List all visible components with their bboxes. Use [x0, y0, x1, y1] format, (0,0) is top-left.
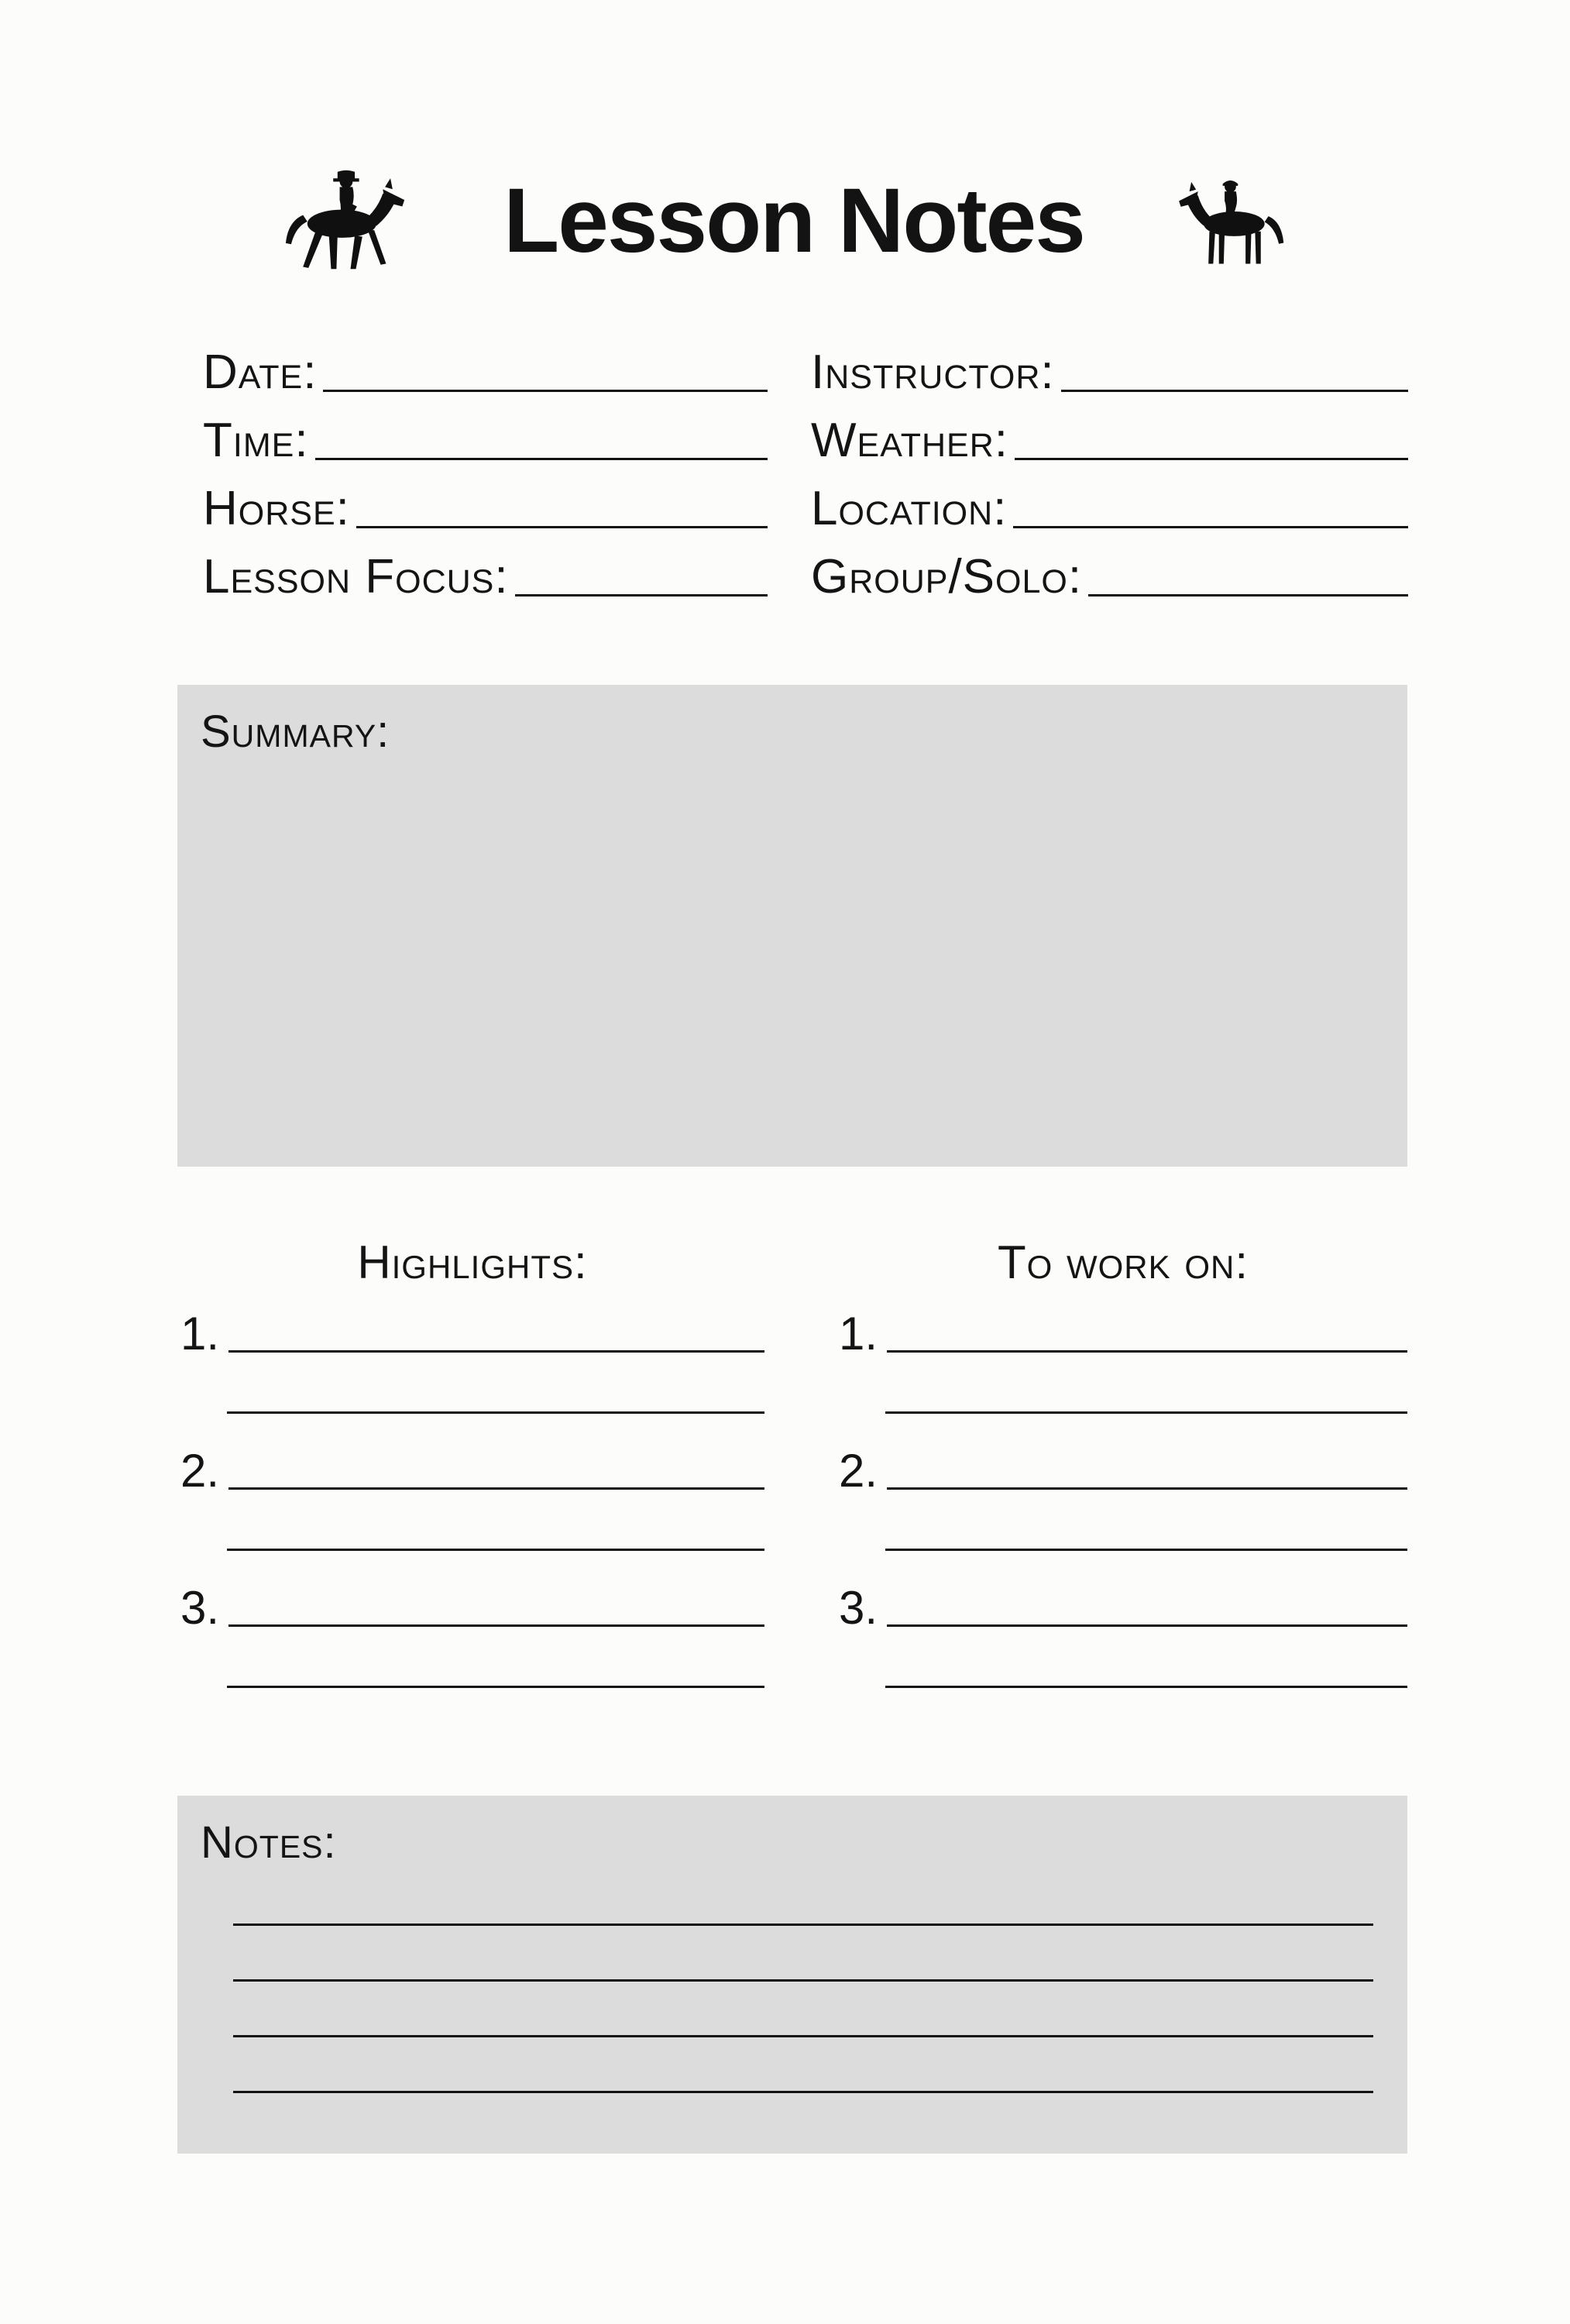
- horse-label: Horse:: [203, 482, 350, 535]
- field-location: [811, 468, 1408, 536]
- item-number: 1.: [180, 1308, 220, 1360]
- highlights-item-1: [180, 1309, 764, 1414]
- horse-input-line[interactable]: [356, 526, 768, 528]
- to-work-on-item-2: [839, 1446, 1407, 1551]
- to-work-on-item-3: [839, 1583, 1407, 1688]
- notes-label: Notes:: [201, 1817, 337, 1868]
- field-instructor: [811, 332, 1408, 400]
- highlights-item-3: [180, 1583, 764, 1688]
- notes-ruled-lines: [233, 1870, 1373, 2093]
- field-weather: [811, 400, 1408, 468]
- notes-input-area[interactable]: [177, 1796, 1407, 2154]
- highlights-item-3-line-1[interactable]: [228, 1624, 764, 1627]
- horse-and-rider-standing-icon: [1162, 162, 1295, 282]
- weather-input-line[interactable]: [1015, 458, 1408, 460]
- field-lesson-focus: [203, 536, 768, 604]
- notes-input-line-4[interactable]: [233, 2037, 1373, 2093]
- lesson-focus-input-line[interactable]: [515, 594, 768, 596]
- page-title: Lesson Notes: [503, 170, 1084, 273]
- highlights-item-2-line-1[interactable]: [228, 1487, 764, 1490]
- highlights-heading: Highlights:: [357, 1236, 588, 1288]
- to-work-on-item-2-line-2[interactable]: [885, 1549, 1407, 1551]
- date-input-line[interactable]: [323, 390, 768, 392]
- lesson-focus-label: Lesson Focus:: [203, 550, 509, 603]
- to-work-on-item-3-line-2[interactable]: [885, 1686, 1407, 1688]
- to-work-on-item-1-line-2[interactable]: [885, 1411, 1407, 1414]
- to-work-on-item-2-line-1[interactable]: [887, 1487, 1407, 1490]
- highlights-item-3-line-2[interactable]: [227, 1686, 764, 1688]
- to-work-on-item-1: [839, 1309, 1407, 1414]
- to-work-on-heading: To work on:: [998, 1236, 1249, 1288]
- header: [0, 155, 1570, 288]
- field-date: [203, 332, 768, 400]
- instructor-input-line[interactable]: [1061, 390, 1408, 392]
- field-group-solo: [811, 536, 1408, 604]
- notes-input-line-2[interactable]: [233, 1926, 1373, 1982]
- item-number: 2.: [180, 1445, 220, 1497]
- item-number: 1.: [839, 1308, 878, 1360]
- highlights-item-2-line-2[interactable]: [227, 1549, 764, 1551]
- item-number: 3.: [839, 1582, 878, 1634]
- group-solo-input-line[interactable]: [1088, 594, 1408, 596]
- highlights-section: [180, 1236, 764, 1721]
- highlights-item-1-line-2[interactable]: [227, 1411, 764, 1414]
- location-label: Location:: [811, 482, 1008, 535]
- item-number: 2.: [839, 1445, 878, 1497]
- horse-and-rider-walking-icon: [275, 155, 426, 288]
- to-work-on-item-3-line-1[interactable]: [887, 1624, 1407, 1627]
- weather-label: Weather:: [811, 414, 1008, 467]
- location-input-line[interactable]: [1013, 526, 1408, 528]
- lists-section: [180, 1236, 1407, 1721]
- field-time: [203, 400, 768, 468]
- notes-input-line-3[interactable]: [233, 1982, 1373, 2037]
- time-label: Time:: [203, 414, 309, 467]
- time-input-line[interactable]: [315, 458, 768, 460]
- field-horse: [203, 468, 768, 536]
- lesson-info-fields: [203, 332, 1408, 604]
- summary-label: Summary:: [201, 706, 390, 757]
- to-work-on-item-1-line-1[interactable]: [887, 1350, 1407, 1353]
- to-work-on-section: [839, 1236, 1407, 1721]
- date-label: Date:: [203, 346, 318, 399]
- summary-input-area[interactable]: [177, 685, 1407, 1167]
- group-solo-label: Group/Solo:: [811, 550, 1083, 603]
- notes-input-line-1[interactable]: [233, 1870, 1373, 1926]
- highlights-item-1-line-1[interactable]: [228, 1350, 764, 1353]
- highlights-item-2: [180, 1446, 764, 1551]
- instructor-label: Instructor:: [811, 346, 1055, 399]
- item-number: 3.: [180, 1582, 220, 1634]
